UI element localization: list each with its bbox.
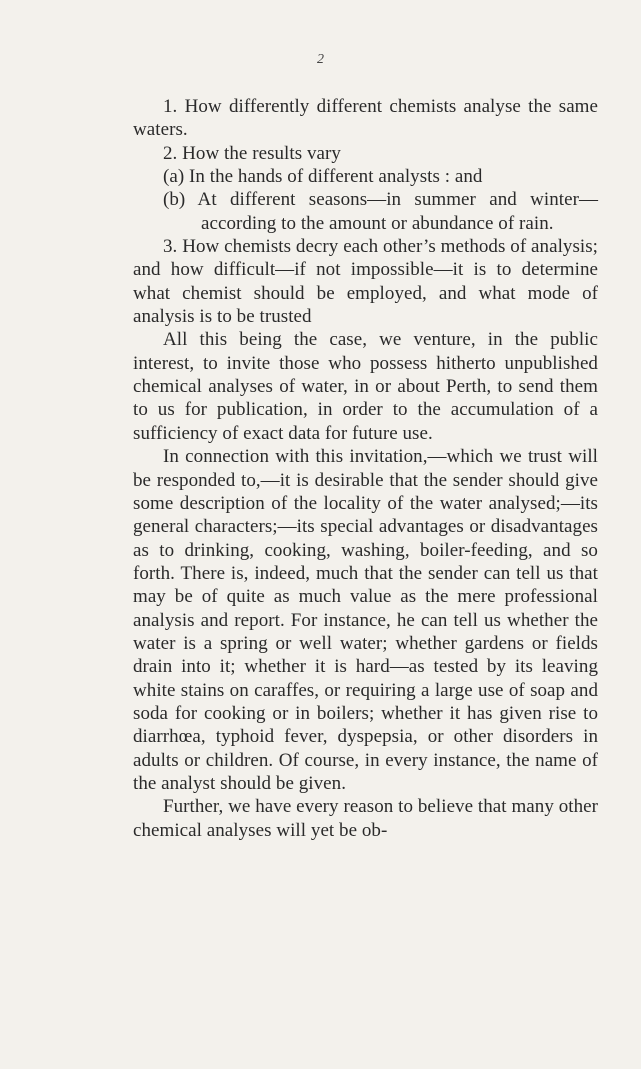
- list-subitem-a: (a) In the hands of different analysts : and: [163, 166, 483, 188]
- paragraph-connection: In connection with this invitation,—which we trust will be responded to,—it is desirable that the sender should give some description of the locality of the water analysed;—its general characters;—its special advantages or disadvantages as to drinking, cooking, washing, boiler-feeding, and so forth. There is, indeed, much that the sender can tell us that may be of quite as much value as the mere professional analysis and report. For instance, he can tell us whether the water is a spring or well water; whether gardens or fields drain into it; whether it is hard—as tested by its leaving white stains on caraffes, or requiring a large use of soap and soda for cooking or in boilers; whether it has given rise to diarrhœa, typhoid fever, dyspepsia, or other disorders in adults or children. Of course, in every instance, the name of the analyst should be given.: [133, 446, 598, 794]
- page-number: 2: [317, 52, 324, 67]
- paragraph-further: Further, we have every reason to believe that many other chemical analyses will yet be ob-: [133, 796, 598, 841]
- body-text: [133, 95, 598, 842]
- list-subitem-b: (b) At different seasons—in summer and winter—according to the amount or abundance of rain.: [163, 189, 598, 234]
- list-item-2: 2. How the results vary: [163, 142, 341, 164]
- list-item-1: 1. How differently different chemists analyse the same waters.: [133, 96, 598, 141]
- list-item-3: 3. How chemists decry each other’s methods of analysis; and how difficult—if not impossible—it is to determine what chemist should be employed, and what mode of analysis is to be trusted: [133, 236, 598, 328]
- paragraph-invitation: All this being the case, we venture, in the public interest, to invite those who possess hitherto unpublished chemical analyses of water, in or about Perth, to send them to us for publication, in order to the accumulation of a sufficiency of exact data for future use.: [133, 329, 598, 444]
